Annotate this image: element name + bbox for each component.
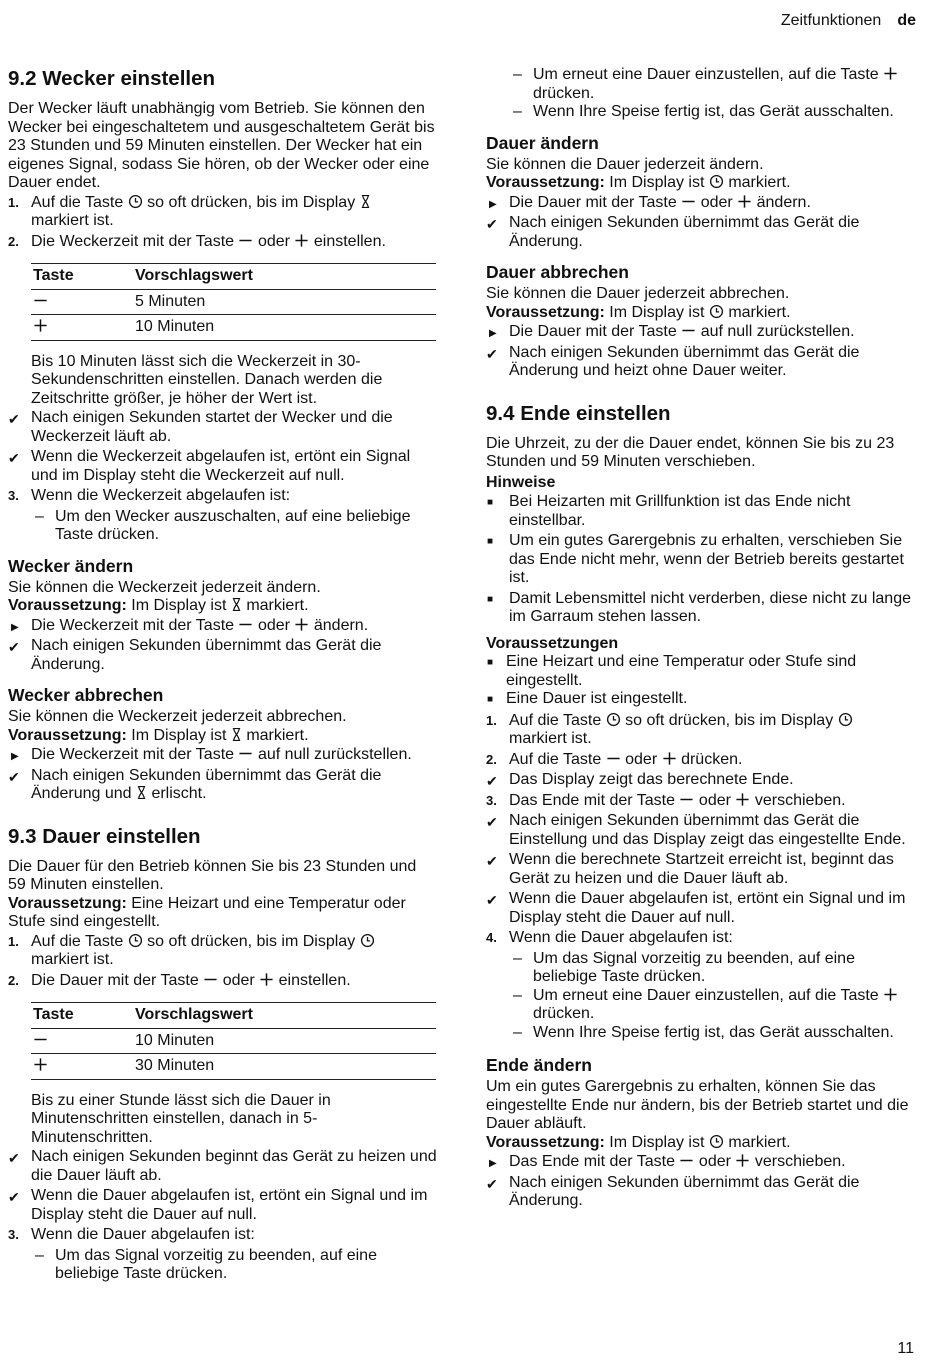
s92-step-2 (8, 233, 438, 252)
dash-marker: – (35, 507, 44, 525)
table-row (31, 1028, 436, 1054)
plus-icon (883, 987, 898, 1002)
s93-step-3 (8, 1226, 438, 1245)
voraussetzung-text: Eine Heizart und eine Temperatur oder Stufe sind eingestellt. (506, 653, 857, 689)
dauer-abbrechen-req (486, 304, 918, 323)
sub-text: Wenn Ihre Speise fertig ist, das Gerät ausschalten. (533, 1023, 894, 1041)
check-icon: ✔ (486, 814, 498, 830)
clock-icon (709, 304, 724, 319)
action-text: oder (700, 193, 733, 211)
ende-aendern-check (486, 1174, 918, 1211)
sub-text: drücken. (533, 84, 595, 102)
s92-table (31, 263, 436, 341)
req-text: Im Display ist (609, 303, 705, 321)
plus-icon (33, 318, 48, 333)
s94-step-2 (486, 751, 918, 770)
check-icon: ✔ (8, 411, 20, 427)
sub-text: Um erneut eine Dauer einzustellen, auf die Taste (533, 66, 879, 83)
s93-req (8, 895, 438, 932)
arrow-icon: ▶ (489, 328, 497, 339)
step-text: Wenn die Weckerzeit abgelaufen ist: (31, 487, 291, 504)
hourglass-icon (136, 785, 147, 800)
s94-step-1 (486, 712, 918, 749)
step-text: Auf die Taste (31, 193, 124, 211)
hinweis-text: Bei Heizarten mit Grillfunktion ist das Ende nicht einstellbar. (509, 493, 851, 529)
step-number: 1. (8, 933, 19, 949)
check-icon: ✔ (8, 639, 20, 655)
s92-note: Bis 10 Minuten lässt sich die Weckerzeit in 30-Sekundenschritten einstellen. Danach werden die Zeitschritte größer, je höher der Wert ist. (31, 352, 383, 407)
check-text: Nach einigen Sekunden übernimmt das Gerät die Änderung und (31, 766, 382, 802)
step-number: 3. (486, 792, 497, 808)
action-text: ändern. (313, 616, 369, 634)
voraussetzung-item (486, 690, 918, 709)
sub-text: drücken. (533, 1005, 595, 1022)
ende-aendern-intro: Um ein gutes Garergebnis zu erhalten, können Sie das eingestellte Ende nur ändern, bis der Betrieb startet und die Dauer abläuft. (486, 1078, 909, 1132)
wecker-abbrechen-title: Wecker abbrechen (8, 685, 164, 705)
s92-check-1 (8, 409, 438, 446)
hinweis-item (486, 493, 918, 530)
wecker-aendern-req (8, 597, 438, 616)
arrow-icon: ▶ (11, 621, 19, 633)
s94-step-4-sub-2 (486, 987, 918, 1024)
check-icon: ✔ (486, 773, 498, 789)
req-text: Eine Heizart und eine Temperatur oder Stufe sind eingestellt. (8, 894, 406, 930)
check-icon: ✔ (8, 1189, 20, 1205)
check-text: Wenn die Dauer abgelaufen ist, ertönt ein Signal und im Display steht die Dauer auf null. (509, 890, 906, 926)
req-text: markiert. (246, 726, 309, 744)
wecker-aendern-check (8, 637, 438, 674)
table-header: Vorschlagswert (133, 1003, 436, 1029)
check-text: Nach einigen Sekunden beginnt das Gerät zu heizen und die Dauer läuft ab. (31, 1148, 437, 1184)
wecker-abbrechen-req (8, 727, 438, 746)
table-row (31, 1054, 436, 1080)
plus-icon (735, 792, 750, 807)
ende-aendern-action (486, 1153, 918, 1172)
right-column (486, 66, 918, 1213)
action-text: oder (698, 1153, 731, 1170)
wecker-aendern-title: Wecker ändern (8, 555, 134, 576)
dash-marker: – (35, 1246, 44, 1264)
step-text: oder (257, 232, 290, 250)
dauer-aendern-title: Dauer ändern (486, 132, 599, 153)
voraussetzungen-title: Voraussetzungen (486, 634, 619, 652)
s94-check-1 (486, 771, 918, 790)
dauer-aendern-intro: Sie können die Dauer jederzeit ändern. (486, 155, 764, 173)
s94-title: 9.4 Ende einstellen (486, 401, 671, 425)
s92-step-3 (8, 487, 438, 506)
dauer-abbrechen-title: Dauer abbrechen (486, 262, 629, 282)
req-label: Voraussetzung: (8, 597, 127, 614)
req-text: markiert. (728, 174, 791, 191)
dash-marker: – (513, 1023, 522, 1041)
table-header: Taste (31, 264, 133, 290)
action-text: Die Weckerzeit mit der Taste (31, 746, 235, 763)
check-text: Nach einigen Sekunden startet der Wecker und die Weckerzeit läuft ab. (31, 409, 393, 445)
s94-step-4-sub-1 (486, 950, 918, 987)
table-cell: 10 Minuten (133, 315, 436, 341)
clock-end-icon (709, 1134, 724, 1149)
check-text: Wenn die Weckerzeit abgelaufen ist, ertönt ein Signal und im Display steht die Weckerzeit auf null. (31, 448, 411, 484)
square-bullet: ■ (487, 694, 494, 705)
table-cell: 5 Minuten (133, 289, 436, 315)
plus-icon (735, 1153, 750, 1168)
clock-icon (606, 712, 621, 727)
check-text: Nach einigen Sekunden übernimmt das Gerät die Änderung und heizt ohne Dauer weiter. (509, 343, 860, 379)
step-text: Wenn die Dauer abgelaufen ist: (31, 1226, 255, 1243)
s93-step-2 (8, 972, 438, 991)
minus-icon (238, 746, 253, 761)
step-text: oder (698, 791, 731, 809)
wecker-abbrechen-intro: Sie können die Weckerzeit jederzeit abbrechen. (8, 708, 347, 725)
step-text: so oft drücken, bis im Display (625, 711, 834, 729)
sub-text: Um das Signal vorzeitig zu beenden, auf eine beliebige Taste drücken. (55, 1246, 377, 1282)
s94-check-3 (486, 851, 918, 888)
s93-step-1 (8, 933, 438, 970)
s93-note: Bis zu einer Stunde lässt sich die Dauer in Minutenschritten einstellen, danach in 5-Minutenschritten. (31, 1091, 331, 1146)
s92-intro: Der Wecker läuft unabhängig vom Betrieb. Sie können den Wecker bei eingeschaltetem und ausgeschaltetem Gerät bis 23 Stunden und 59 Minuten einstellen. Der Wecker hat ein eigenes Signal, sodass Sie hören, ob der Wecker oder eine Dauer endet. (8, 100, 435, 191)
check-icon: ✔ (8, 768, 20, 785)
wecker-aendern-intro: Sie können die Weckerzeit jederzeit ändern. (8, 578, 321, 596)
table-header: Taste (31, 1003, 133, 1029)
square-bullet: ■ (487, 536, 494, 547)
header-lang: de (897, 12, 916, 29)
check-icon: ✔ (486, 1175, 498, 1192)
s92-step-3-sub (8, 508, 438, 545)
wecker-abbrechen-check (8, 767, 438, 804)
check-text: Nach einigen Sekunden übernimmt das Gerät die Änderung. (31, 637, 382, 673)
voraussetzung-item (486, 653, 918, 690)
step-number: 2. (486, 751, 497, 767)
sub-text: Um den Wecker auszuschalten, auf eine beliebige Taste drücken. (55, 507, 411, 543)
arrow-icon: ▶ (11, 751, 19, 762)
sub-text: Um das Signal vorzeitig zu beenden, auf eine beliebige Taste drücken. (533, 949, 855, 985)
table-header: Vorschlagswert (133, 264, 436, 290)
hinweis-item (486, 590, 918, 627)
s94-step-4 (486, 929, 918, 948)
step-number: 2. (8, 972, 19, 988)
ende-aendern-req (486, 1134, 918, 1153)
ende-aendern-title: Ende ändern (486, 1055, 592, 1075)
dauer-abbrechen-check (486, 344, 918, 381)
check-icon: ✔ (8, 450, 20, 466)
s94-step-4-sub-3 (486, 1024, 918, 1043)
minus-icon (681, 194, 696, 209)
hinweis-text: Um ein gutes Garergebnis zu erhalten, verschieben Sie das Ende nicht mehr, wenn der Betrieb bereits gestartet ist. (509, 532, 904, 586)
action-text: oder (257, 616, 290, 634)
plus-icon (294, 233, 309, 248)
clock-end-icon (838, 712, 853, 727)
check-icon: ✔ (486, 892, 498, 908)
check-icon: ✔ (486, 216, 498, 232)
minus-icon (203, 972, 218, 987)
minus-icon (238, 233, 253, 248)
s92-check-2 (8, 448, 438, 485)
step-text: Auf die Taste (509, 750, 602, 768)
req-label: Voraussetzung: (8, 726, 127, 744)
wecker-aendern-action (8, 617, 438, 636)
step-number: 2. (8, 233, 19, 249)
s93-intro: Die Dauer für den Betrieb können Sie bis 23 Stunden und 59 Minuten einstellen. (8, 857, 417, 893)
table-row (31, 315, 436, 341)
action-text: ändern. (756, 193, 811, 211)
clock-icon (360, 933, 375, 948)
step-number: 3. (8, 488, 19, 503)
step-text: Auf die Taste (31, 932, 124, 950)
s94-intro: Die Uhrzeit, zu der die Dauer endet, können Sie bis zu 23 Stunden und 59 Minuten verschieben. (486, 434, 895, 470)
check-text: Wenn die berechnete Startzeit erreicht ist, beginnt das Gerät zu heizen und die Dauer läuft ab. (509, 851, 894, 887)
step-number: 1. (8, 194, 19, 210)
dauer-aendern-action (486, 194, 918, 213)
step-text: drücken. (681, 750, 743, 768)
check-icon: ✔ (486, 853, 498, 869)
minus-icon (679, 792, 694, 807)
minus-icon (606, 751, 621, 766)
check-icon: ✔ (486, 345, 498, 362)
dash-marker: – (513, 949, 522, 967)
step-text: markiert ist. (31, 212, 114, 229)
step-text: markiert ist. (31, 951, 114, 968)
step-text: markiert ist. (509, 730, 592, 747)
step-number: 4. (486, 930, 497, 945)
clock-icon (128, 933, 143, 948)
s94-step-3 (486, 792, 918, 811)
step-text: so oft drücken, bis im Display (147, 193, 356, 211)
voraussetzung-text: Eine Dauer ist eingestellt. (506, 690, 688, 707)
check-text: Nach einigen Sekunden übernimmt das Gerät die Änderung. (509, 214, 860, 250)
plus-icon (883, 66, 898, 81)
step-text: Die Dauer mit der Taste (31, 971, 199, 989)
square-bullet: ■ (487, 497, 494, 508)
s93-step-3-sub-2 (486, 66, 918, 103)
action-text: auf null zurückstellen. (700, 323, 855, 340)
step-text: einstellen. (278, 971, 351, 989)
sub-text: Um erneut eine Dauer einzustellen, auf die Taste (533, 986, 879, 1004)
check-icon: ✔ (8, 1150, 20, 1166)
step-number: 3. (8, 1227, 19, 1242)
arrow-icon: ▶ (489, 198, 497, 210)
step-text: verschieben. (754, 791, 846, 809)
clock-icon (128, 194, 143, 209)
hourglass-icon (231, 727, 242, 742)
square-bullet: ■ (487, 593, 494, 605)
table-row (31, 289, 436, 315)
dauer-aendern-check (486, 214, 918, 251)
check-text: Das Display zeigt das berechnete Ende. (509, 771, 794, 788)
check-text: Nach einigen Sekunden übernimmt das Gerät die Änderung. (509, 1173, 860, 1209)
plus-icon (737, 194, 752, 209)
minus-icon (238, 617, 253, 632)
s92-title: 9.2 Wecker einstellen (8, 67, 216, 90)
minus-icon (679, 1153, 694, 1168)
table-cell: 30 Minuten (133, 1054, 436, 1080)
sub-text: Wenn Ihre Speise fertig ist, das Gerät ausschalten. (533, 103, 894, 120)
dauer-aendern-req (486, 174, 918, 193)
s94-check-2 (486, 812, 918, 849)
action-text: Das Ende mit der Taste (509, 1153, 676, 1170)
step-text: Die Weckerzeit mit der Taste (31, 232, 235, 250)
table-cell: 10 Minuten (133, 1028, 436, 1054)
plus-icon (259, 972, 274, 987)
action-text: Die Dauer mit der Taste (509, 323, 677, 340)
check-text: Nach einigen Sekunden übernimmt das Gerät die Einstellung und das Display zeigt das eingestellte Ende. (509, 812, 906, 848)
step-text: so oft drücken, bis im Display (147, 932, 356, 950)
plus-icon (662, 751, 677, 766)
s93-step-3-sub-1 (8, 1247, 438, 1284)
step-text: Auf die Taste (509, 711, 602, 729)
left-column (8, 66, 438, 1284)
plus-icon (294, 617, 309, 632)
hinweis-text: Damit Lebensmittel nicht verderben, diese nicht zu lange im Garraum stehen lassen. (509, 589, 911, 625)
minus-icon (33, 293, 48, 308)
minus-icon (681, 323, 696, 338)
req-text: Im Display ist (131, 597, 227, 614)
step-text: oder (222, 971, 255, 989)
req-label: Voraussetzung: (486, 303, 605, 321)
minus-icon (33, 1032, 48, 1047)
dash-marker: – (513, 103, 522, 120)
check-text: Wenn die Dauer abgelaufen ist, ertönt ein Signal und im Display steht die Dauer auf null. (31, 1187, 428, 1223)
req-label: Voraussetzung: (8, 894, 127, 912)
s93-step-3-sub-3 (486, 103, 918, 122)
s93-check-2 (8, 1187, 438, 1224)
action-text: Die Weckerzeit mit der Taste (31, 616, 235, 634)
step-text: oder (625, 750, 658, 768)
wecker-abbrechen-action (8, 746, 438, 765)
hinweise-title: Hinweise (486, 473, 556, 491)
req-label: Voraussetzung: (486, 1133, 605, 1151)
req-label: Voraussetzung: (486, 174, 605, 191)
dash-marker: – (513, 986, 522, 1004)
req-text: markiert. (728, 303, 791, 321)
page-header (781, 12, 916, 31)
hinweis-item (486, 532, 918, 588)
dauer-abbrechen-intro: Sie können die Dauer jederzeit abbrechen. (486, 285, 790, 302)
req-text: markiert. (728, 1133, 791, 1151)
s93-table (31, 1002, 436, 1080)
action-text: auf null zurückstellen. (257, 746, 412, 763)
hourglass-icon (360, 194, 371, 209)
s93-title: 9.3 Dauer einstellen (8, 824, 201, 848)
req-text: Im Display ist (131, 726, 227, 744)
action-text: Die Dauer mit der Taste (509, 193, 677, 211)
page-number: 11 (897, 1340, 914, 1357)
s92-step-1 (8, 194, 438, 231)
clock-icon (709, 174, 724, 189)
header-section: Zeitfunktionen (780, 12, 882, 29)
dauer-abbrechen-action (486, 323, 918, 342)
check-text: erlischt. (151, 785, 207, 802)
step-text: Wenn die Dauer abgelaufen ist: (509, 929, 733, 946)
req-text: markiert. (246, 597, 309, 614)
step-text: einstellen. (313, 232, 386, 250)
arrow-icon: ▶ (489, 1158, 497, 1169)
plus-icon (33, 1057, 48, 1072)
req-text: Im Display ist (609, 174, 705, 191)
square-bullet: ■ (487, 657, 494, 668)
s93-check-1 (8, 1148, 438, 1185)
hourglass-icon (231, 597, 242, 612)
step-number: 1. (486, 712, 497, 728)
s94-check-4 (486, 890, 918, 927)
action-text: verschieben. (754, 1153, 846, 1170)
req-text: Im Display ist (609, 1133, 705, 1151)
dash-marker: – (513, 66, 522, 83)
step-text: Das Ende mit der Taste (509, 791, 676, 809)
